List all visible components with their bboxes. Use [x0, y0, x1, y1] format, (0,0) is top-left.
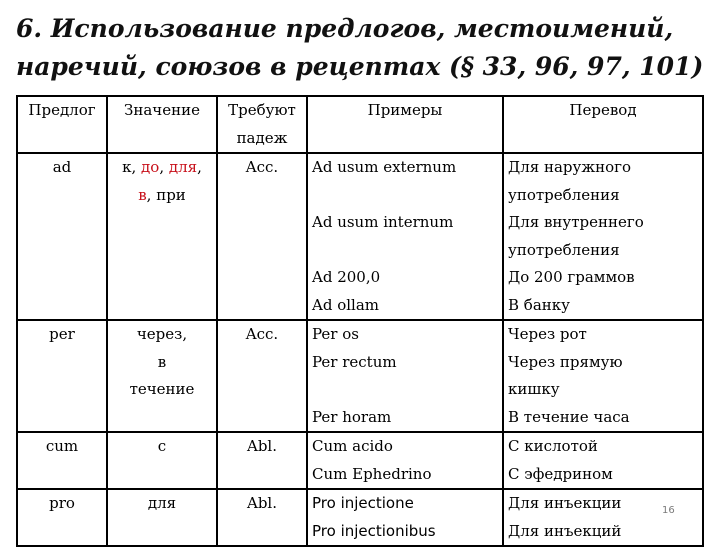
example-line: Cum Ephedrino — [312, 464, 432, 483]
preposition-cell: cum — [17, 432, 107, 489]
example-line: Per horam — [312, 407, 392, 426]
translations-cell — [503, 320, 703, 432]
meaning-dlya-highlight: для — [168, 158, 198, 176]
table-row-ad — [17, 153, 703, 320]
translations-cell — [503, 432, 703, 489]
case-cell: Acc. — [217, 320, 307, 432]
meaning-k: к, — [122, 158, 137, 176]
case-cell: Abl. — [217, 489, 307, 546]
translation-line: Через рот — [508, 325, 587, 343]
header-translation: Перевод — [503, 96, 703, 153]
meaning-line: течение — [129, 380, 195, 398]
translation-line: В течение часа — [508, 407, 630, 426]
translation-line: С эфедрином — [508, 464, 613, 483]
translation-line: употребления — [508, 240, 620, 259]
examples-cell — [307, 153, 503, 320]
translation-line: кишку — [508, 380, 560, 398]
header-case-line-1: Требуют — [228, 101, 296, 119]
meaning-line-1 — [112, 154, 212, 182]
page-number: 16 — [662, 505, 675, 516]
example-line: Ad usum internum — [312, 213, 454, 231]
meaning-cell — [107, 320, 217, 432]
example-line: Per os — [312, 325, 359, 343]
meaning-pri: , при — [146, 185, 186, 204]
case-cell: Acc. — [217, 153, 307, 320]
title-line-1: 6. Использование предлогов, местоимений, — [16, 14, 674, 43]
slide-title — [16, 10, 716, 86]
example-line: Ad ollam — [312, 295, 379, 314]
header-preposition: Предлог — [17, 96, 107, 153]
example-line: Pro injectione — [312, 494, 414, 512]
prepositions-table — [16, 95, 704, 547]
example-line — [312, 376, 498, 404]
translations-cell — [503, 489, 703, 546]
meaning-cell: для — [107, 489, 217, 546]
translation-line: Для инъекции — [508, 494, 622, 512]
header-examples: Примеры — [307, 96, 503, 153]
translation-line: До 200 граммов — [508, 268, 635, 286]
translations-cell — [503, 153, 703, 320]
translation-line: В банку — [508, 295, 570, 314]
example-line: Ad 200,0 — [312, 268, 381, 286]
header-meaning: Значение — [107, 96, 217, 153]
translation-line: Для инъекций — [508, 521, 622, 540]
case-cell: Abl. — [217, 432, 307, 489]
header-case — [217, 96, 307, 153]
table-row-per — [17, 320, 703, 432]
translation-line: Для наружного — [508, 158, 632, 176]
header-row — [17, 96, 703, 153]
example-line: Ad usum externum — [312, 158, 457, 176]
header-case-line-2: падеж — [236, 128, 288, 147]
translation-line: Для внутреннего — [508, 213, 644, 231]
translation-line: С кислотой — [508, 437, 598, 455]
example-line — [312, 237, 498, 265]
meaning-v-highlight: в — [138, 185, 147, 204]
meaning-line: через, — [136, 325, 188, 343]
example-line: Per rectum — [312, 352, 397, 371]
examples-cell — [307, 320, 503, 432]
meaning-line-2 — [112, 182, 212, 210]
meaning-line: в — [157, 352, 167, 371]
meaning-cell — [107, 153, 217, 320]
title-line-2: наречий, союзов в рецептах (§ 33, 96, 97, 101) — [16, 52, 704, 81]
preposition-cell: per — [17, 320, 107, 432]
table-row-cum — [17, 432, 703, 489]
example-line — [312, 182, 498, 210]
preposition-cell: ad — [17, 153, 107, 320]
translation-line: Через прямую — [508, 352, 623, 371]
table-row-pro — [17, 489, 703, 546]
example-line: Cum acido — [312, 437, 393, 455]
examples-cell — [307, 432, 503, 489]
comma: , — [197, 158, 202, 176]
translation-line: употребления — [508, 185, 620, 204]
meaning-do-highlight: до — [141, 158, 160, 176]
meaning-cell: с — [107, 432, 217, 489]
comma: , — [159, 158, 165, 176]
preposition-cell: pro — [17, 489, 107, 546]
example-line: Pro injectionibus — [312, 521, 436, 540]
examples-cell — [307, 489, 503, 546]
